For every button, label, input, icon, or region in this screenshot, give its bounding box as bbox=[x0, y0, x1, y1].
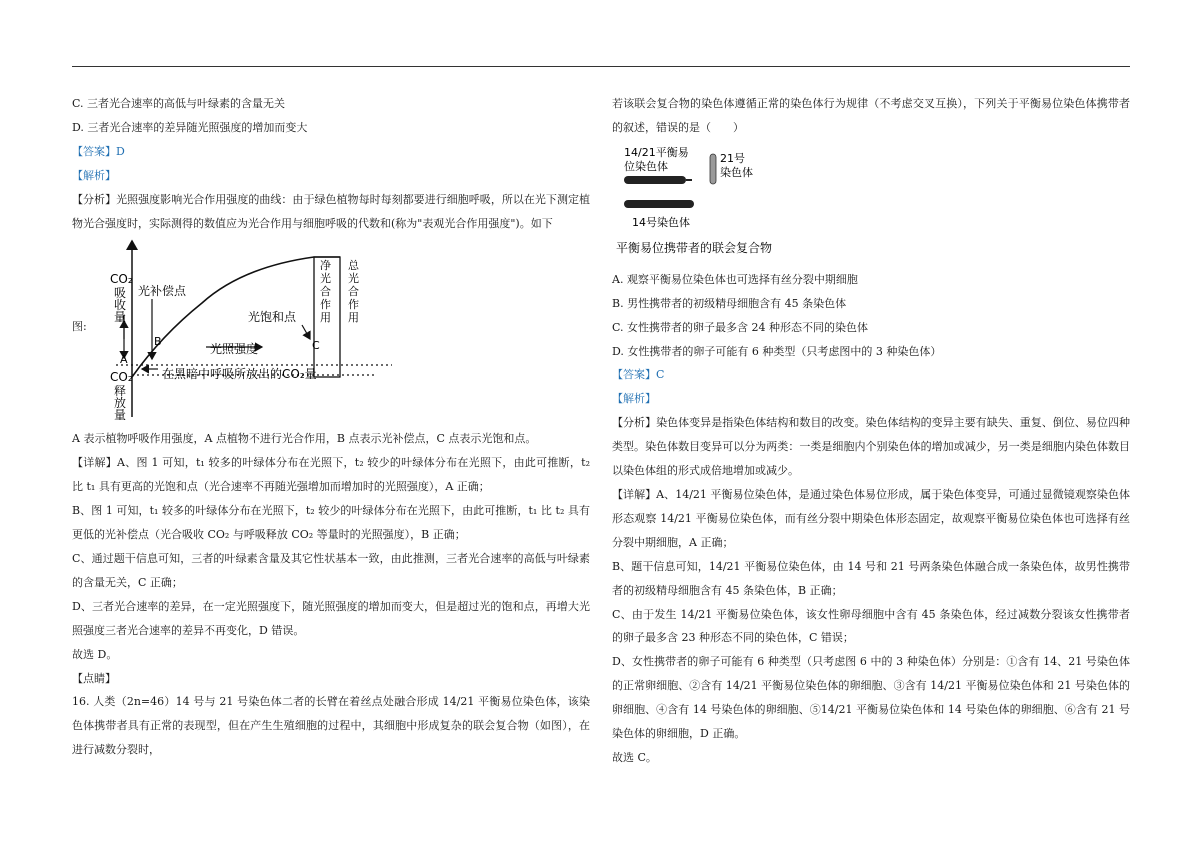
total-label-4: 用 bbox=[348, 311, 359, 325]
answer-tag: 【答案】C bbox=[612, 368, 665, 382]
total-label-2: 合 bbox=[348, 285, 359, 299]
analysis-text: 【分析】染色体变异是指染色体结构和数目的改变。染色体结构的变异主要有缺失、重复、倒位、易位四种类型。染色体数目变异可以分为两类：一类是细胞内个别染色体的增加或减少，另一类是细胞内染色体数目以染色体组的形式成倍地增加或减少。 bbox=[612, 416, 1130, 478]
chromosome-figure bbox=[612, 140, 1130, 268]
label-1421-line1: 14/21平衡易 bbox=[624, 145, 689, 159]
photosynthesis-curve bbox=[132, 257, 340, 377]
net-label-0: 净 bbox=[320, 259, 331, 273]
note-tag: 【点睛】 bbox=[72, 671, 116, 685]
abc-description: A 表示植物呼吸作用强度，A 点植物不进行光合作用，B 点表示光补偿点，C 点表示光饱和点。 bbox=[72, 432, 537, 446]
analysis-tag: 【解析】 bbox=[72, 168, 116, 182]
y-up-label-3: 量 bbox=[114, 310, 127, 325]
net-label-3: 作 bbox=[320, 298, 331, 312]
choose-c: 故选 C。 bbox=[612, 750, 657, 764]
analysis-tag: 【解析】 bbox=[612, 392, 656, 406]
y-up-label-1: 吸 bbox=[114, 286, 127, 301]
chromosome-1421-bar bbox=[624, 176, 686, 184]
total-label-0: 总 bbox=[348, 259, 359, 273]
figure-label: 图: bbox=[72, 320, 87, 334]
net-label-4: 用 bbox=[320, 311, 331, 325]
option-d: D. 三者光合速率的差异随光照强度的增加而变大 bbox=[72, 120, 308, 134]
y-down-label-1: 释 bbox=[114, 384, 127, 399]
saturation-arrow bbox=[302, 325, 310, 339]
total-label-3: 作 bbox=[348, 298, 359, 312]
detail-b: B、图 1 可知，t₁ 较多的叶绿体分布在光照下，t₂ 较少的叶绿体分布在光照下，由此可推断，t₁ 比 t₂ 具有更低的光补偿点（光合吸收 CO₂ 与呼吸释放 CO₂ 等量时的光照强度），B 正确； bbox=[72, 504, 590, 542]
total-label-1: 光 bbox=[348, 272, 359, 286]
label-21-line2: 染色体 bbox=[720, 165, 753, 179]
light-intensity-label: 光照强度 bbox=[210, 342, 259, 357]
detail-d: D、女性携带者的卵子可能有 6 种类型（只考虑图 6 中的 3 种染色体）分别是：①含有 14、21 号染色体的正常卵细胞、②含有 14/21 平衡易位染色体的卵细胞、③含有 14/21 平衡易位染色体和 21 号染色体的卵细胞、④含有 14 号染色体的卵细胞、⑤14/21 平衡易位染色体和 14 号染色体的卵细胞、⑥含有 21 号染色体的卵细胞，D 正确。 bbox=[612, 655, 1130, 741]
net-label-1: 光 bbox=[320, 272, 331, 286]
y-down-label-3: 量 bbox=[114, 408, 127, 423]
option-c: C. 女性携带者的卵子最多含 24 种形态不同的染色体 bbox=[612, 320, 869, 334]
option-a: A. 观察平衡易位染色体也可选择有丝分裂中期细胞 bbox=[612, 272, 858, 286]
detail-a: 【详解】A、14/21 平衡易位染色体，是通过染色体易位形成，属于染色体变异，可通过显微镜观察染色体形态观察 14/21 平衡易位染色体，而有丝分裂中期染色体形态固定，故观察平衡易位染色体也可选择有丝分裂中期细胞，A 正确； bbox=[612, 487, 1130, 549]
compensation-label: 光补偿点 bbox=[138, 284, 187, 299]
point-c: C bbox=[312, 339, 320, 353]
saturation-label: 光饱和点 bbox=[248, 310, 297, 325]
synaptic-complex-diagram bbox=[612, 140, 872, 268]
net-label-2: 合 bbox=[320, 285, 331, 299]
chromosome-21-bar bbox=[710, 154, 716, 184]
label-21-line1: 21号 bbox=[720, 151, 745, 165]
label-14: 14号染色体 bbox=[632, 215, 690, 229]
point-a: A bbox=[120, 353, 128, 367]
y-up-label-0: CO₂ bbox=[110, 272, 133, 287]
photosynthesis-figure bbox=[72, 235, 590, 427]
y-down-label-2: 放 bbox=[114, 396, 127, 411]
dark-respiration-label: 在黑暗中呼吸所放出的CO₂量 bbox=[162, 367, 317, 382]
question-16-continued: 若该联会复合物的染色体遵循正常的染色体行为规律（不考虑交叉互换），下列关于平衡易位染色体携带者的叙述，错误的是（ ） bbox=[612, 97, 1130, 134]
y-up-label-2: 收 bbox=[114, 298, 127, 313]
y-down-label-0: CO₂ bbox=[110, 370, 133, 385]
question-16: 16. 人类（2n=46）14 号与 21 号染色体二者的长臂在着丝点处融合形成 14/21 平衡易位染色体，该染色体携带者具有正常的表现型，但在产生生殖细胞的过程中，其细胞中形成复杂的联会复合物（如图），在进行减数分裂时， bbox=[72, 695, 590, 757]
label-1421-line2: 位染色体 bbox=[624, 159, 668, 173]
choose-d: 故选 D。 bbox=[72, 647, 118, 661]
detail-a: 【详解】A、图 1 可知，t₁ 较多的叶绿体分布在光照下，t₂ 较少的叶绿体分布在光照下，由此可推断，t₂ 比 t₁ 具有更高的光饱和点（光合速率不再随光强增加而增加时的光照强度），A 正确； bbox=[72, 456, 590, 494]
light-curve-diagram bbox=[102, 235, 402, 427]
analysis-text: 【分析】光照强度影响光合作用强度的曲线：由于绿色植物每时每刻都要进行细胞呼吸，所以在光下测定植物光合强度时，实际测得的数值应为光合作用与细胞呼吸的代数和(称为"表观光合作用强度")。如下 bbox=[72, 192, 590, 230]
chromosome-14-bar bbox=[624, 200, 694, 208]
detail-b: B、题干信息可知，14/21 平衡易位染色体，由 14 号和 21 号两条染色体融合成一条染色体，故男性携带者的初级精母细胞含有 45 条染色体，B 正确； bbox=[612, 559, 1130, 597]
detail-d: D、三者光合速率的差异，在一定光照强度下，随光照强度的增加而变大，但是超过光的饱和点，再增大光照强度三者光合速率的差异不再变化，D 错误。 bbox=[72, 599, 590, 637]
option-b: B. 男性携带者的初级精母细胞含有 45 条染色体 bbox=[612, 296, 847, 310]
right-column bbox=[612, 92, 1130, 770]
detail-c: C、通过题干信息可知，三者的叶绿素含量及其它性状基本一致，由此推测，三者光合速率的高低与叶绿素的含量无关，C 正确； bbox=[72, 551, 590, 589]
header-rule bbox=[72, 66, 1130, 67]
option-d: D. 女性携带者的卵子可能有 6 种类型（只考虑图中的 3 种染色体） bbox=[612, 344, 942, 358]
left-column bbox=[72, 92, 590, 762]
figure-caption: 平衡易位携带者的联会复合物 bbox=[616, 240, 773, 255]
answer-tag: 【答案】D bbox=[72, 144, 125, 158]
point-b: B bbox=[154, 335, 162, 349]
detail-c: C、由于发生 14/21 平衡易位染色体，该女性卵母细胞中含有 45 条染色体，经过减数分裂该女性携带者的卵子最多含 23 种形态不同的染色体，C 错误； bbox=[612, 607, 1130, 645]
option-c: C. 三者光合速率的高低与叶绿素的含量无关 bbox=[72, 97, 286, 110]
